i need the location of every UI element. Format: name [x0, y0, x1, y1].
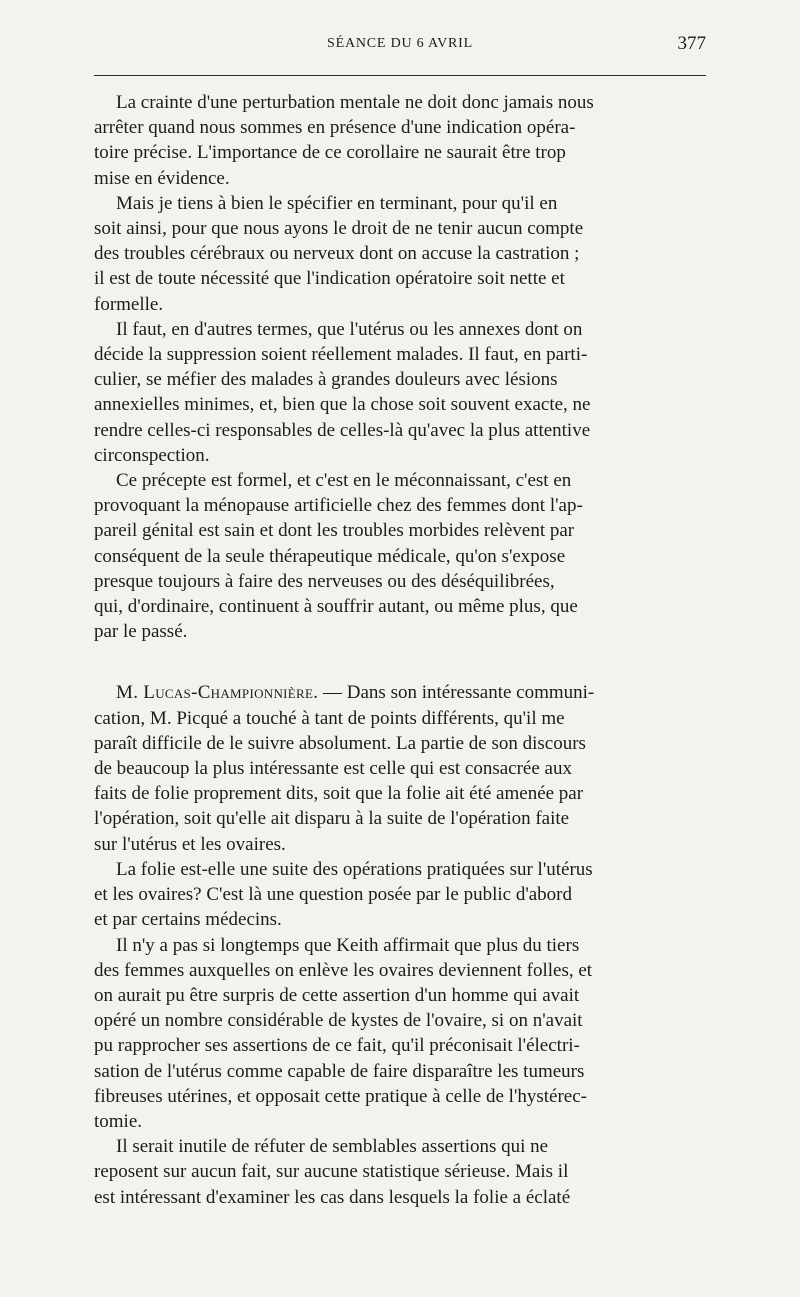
text-line: pareil génital est sain et dont les troubles morbides relèvent par — [94, 520, 575, 542]
text-line: arrêter quand nous sommes en présence d'une indication opéra- — [94, 117, 576, 139]
text-line: pu rapprocher ses assertions de ce fait, qu'il préconisait l'électri- — [94, 1035, 580, 1057]
text-line: mise en évidence. — [94, 167, 230, 189]
speaker-name: M. Lucas-Championnière. — [116, 682, 319, 704]
paragraphs-before-speech — [94, 90, 704, 644]
text-line: Il n'y a pas si longtemps que Keith affirmait que plus du tiers — [116, 934, 580, 956]
text-line: cation, M. Picqué a touché à tant de points différents, qu'il me — [94, 707, 565, 729]
text-line: Il faut, en d'autres termes, que l'utérus ou les annexes dont on — [116, 318, 583, 340]
text-line: faits de folie proprement dits, soit que la folie ait été amenée par — [94, 783, 584, 805]
text-line: provoquant la ménopause artificielle chez des femmes dont l'ap- — [94, 495, 583, 517]
text-line: décide la suppression soient réellement malades. Il faut, en parti- — [94, 344, 588, 366]
paragraph — [94, 90, 704, 191]
running-title: SÉANCE DU 6 AVRIL — [327, 36, 473, 51]
text-line: conséquent de la seule thérapeutique médicale, qu'on s'expose — [94, 545, 566, 567]
text-line: par le passé. — [94, 621, 188, 643]
paragraph — [94, 191, 704, 317]
paragraph — [94, 468, 704, 644]
text-line: on aurait pu être surpris de cette assertion d'un homme qui avait — [94, 984, 580, 1006]
text-line: La folie est-elle une suite des opérations pratiquées sur l'utérus — [116, 858, 593, 880]
page-number: 377 — [677, 33, 706, 54]
paragraph — [94, 1134, 704, 1210]
text-line: fibreuses utérines, et opposait cette pratique à celle de l'hystérec- — [94, 1085, 587, 1107]
text-line: il est de toute nécessité que l'indication opératoire soit nette et — [94, 268, 565, 290]
text-line: paraît difficile de le suivre absolument. La partie de son discours — [94, 732, 586, 754]
text-line: Mais je tiens à bien le spécifier en terminant, pour qu'il en — [116, 192, 558, 214]
paragraphs-after-speech — [94, 857, 704, 1210]
text-line: sur l'utérus et les ovaires. — [94, 833, 286, 855]
text-line: l'opération, soit qu'elle ait disparu à la suite de l'opération faite — [94, 808, 570, 830]
text-line: Il serait inutile de réfuter de semblables assertions qui ne — [116, 1136, 549, 1158]
body-text — [94, 90, 704, 1210]
text-line: formelle. — [94, 293, 164, 315]
text-line: sation de l'utérus comme capable de faire disparaître les tumeurs — [94, 1060, 585, 1082]
paragraph — [94, 933, 704, 1135]
text-line: annexielles minimes, et, bien que la chose soit souvent exacte, ne — [94, 394, 591, 416]
text-line: circonspection. — [94, 444, 210, 466]
text-line: Ce précepte est formel, et c'est en le méconnaissant, c'est en — [116, 470, 572, 492]
text-line: rendre celles-ci responsables de celles-là qu'avec la plus attentive — [94, 419, 591, 441]
text-line: presque toujours à faire des nerveuses ou des déséquilibrées, — [94, 570, 555, 592]
text-line: culier, se méfier des malades à grandes douleurs avec lésions — [94, 369, 558, 391]
text-line — [116, 680, 704, 705]
text-line: et par certains médecins. — [94, 909, 282, 931]
text-line: de beaucoup la plus intéressante est celle qui est consacrée aux — [94, 758, 572, 780]
text-line: tomie. — [94, 1110, 143, 1132]
text-line: soit ainsi, pour que nous ayons le droit de ne tenir aucun compte — [94, 218, 584, 240]
speech-first-line: — Dans son intéressante communi- — [318, 682, 595, 704]
paragraph — [94, 857, 704, 933]
text-line: des troubles cérébraux ou nerveux dont on accuse la castration ; — [94, 243, 580, 265]
header-rule — [94, 75, 706, 76]
page-header — [94, 33, 706, 60]
text-line: des femmes auxquelles on enlève les ovaires deviennent folles, et — [94, 959, 593, 981]
paragraph — [94, 317, 704, 468]
text-line: opéré un nombre considérable de kystes de l'ovaire, si on n'avait — [94, 1010, 583, 1032]
text-line: reposent sur aucun fait, sur aucune statistique sérieuse. Mais il — [94, 1161, 569, 1183]
text-line: toire précise. L'importance de ce corollaire ne saurait être trop — [94, 142, 566, 164]
text-line: est intéressant d'examiner les cas dans lesquels la folie a éclaté — [94, 1186, 571, 1208]
text-line: qui, d'ordinaire, continuent à souffrir autant, ou même plus, que — [94, 596, 578, 618]
speech-paragraph — [94, 680, 704, 856]
text-line: La crainte d'une perturbation mentale ne doit donc jamais nous — [116, 92, 594, 113]
text-line: et les ovaires? C'est là une question posée par le public d'abord — [94, 884, 573, 906]
